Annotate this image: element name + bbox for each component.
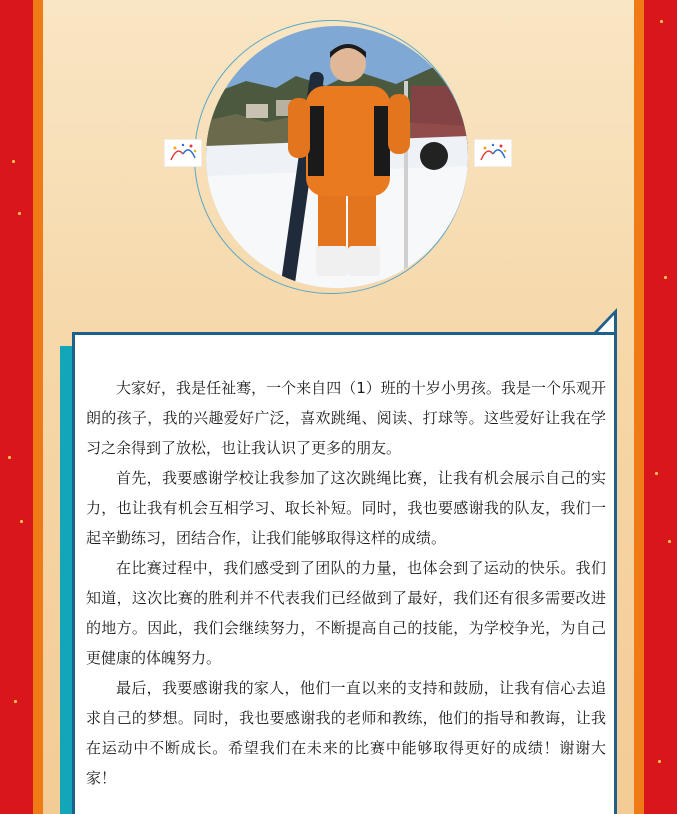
article-paragraph: 在比赛过程中，我们感受到了团队的力量，也体会到了运动的快乐。我们知道，这次比赛的胜利并不代表我们已经做到了最好，我们还有很多需要改进的地方。因此，我们会继续努力，不断提高自己的技能，为学校争光，为自己更健康的体魄努力。 <box>86 559 606 667</box>
card-corner-notch-inner <box>598 315 614 332</box>
profile-photo <box>206 26 468 288</box>
decorative-speck <box>658 760 661 763</box>
decorative-speck <box>660 20 663 23</box>
confetti-badge-icon <box>164 139 202 167</box>
decorative-speck <box>18 212 21 215</box>
decorative-speck <box>668 540 671 543</box>
decorative-speck <box>20 520 23 523</box>
article-body <box>86 373 606 793</box>
decorative-speck <box>14 700 17 703</box>
article-paragraph: 首先，我要感谢学校让我参加了这次跳绳比赛，让我有机会展示自己的实力，也让我有机会互相学习、取长补短。同时，我也要感谢我的队友，我们一起辛勤练习，团结合作，让我们能够取得这样的成绩。 <box>86 469 606 547</box>
article-paragraph: 大家好，我是任祉骞，一个来自四（1）班的十岁小男孩。我是一个乐观开朗的孩子，我的兴趣爱好广泛，喜欢跳绳、阅读、打球等。这些爱好让我在学习之余得到了放松，也让我认识了更多的朋友。 <box>86 379 606 457</box>
decorative-speck <box>8 456 11 459</box>
decorative-speck <box>655 472 658 475</box>
confetti-badge-icon <box>474 139 512 167</box>
decorative-speck <box>664 276 667 279</box>
left-orange-stripe <box>33 0 43 814</box>
right-orange-stripe <box>634 0 644 814</box>
article-paragraph: 最后，我要感谢我的家人，他们一直以来的支持和鼓励，让我有信心去追求自己的梦想。同时，我也要感谢我的老师和教练，他们的指导和教诲，让我在运动中不断成长。希望我们在未来的比赛中能够取得更好的成绩！谢谢大家！ <box>86 679 606 787</box>
decorative-speck <box>12 160 15 163</box>
